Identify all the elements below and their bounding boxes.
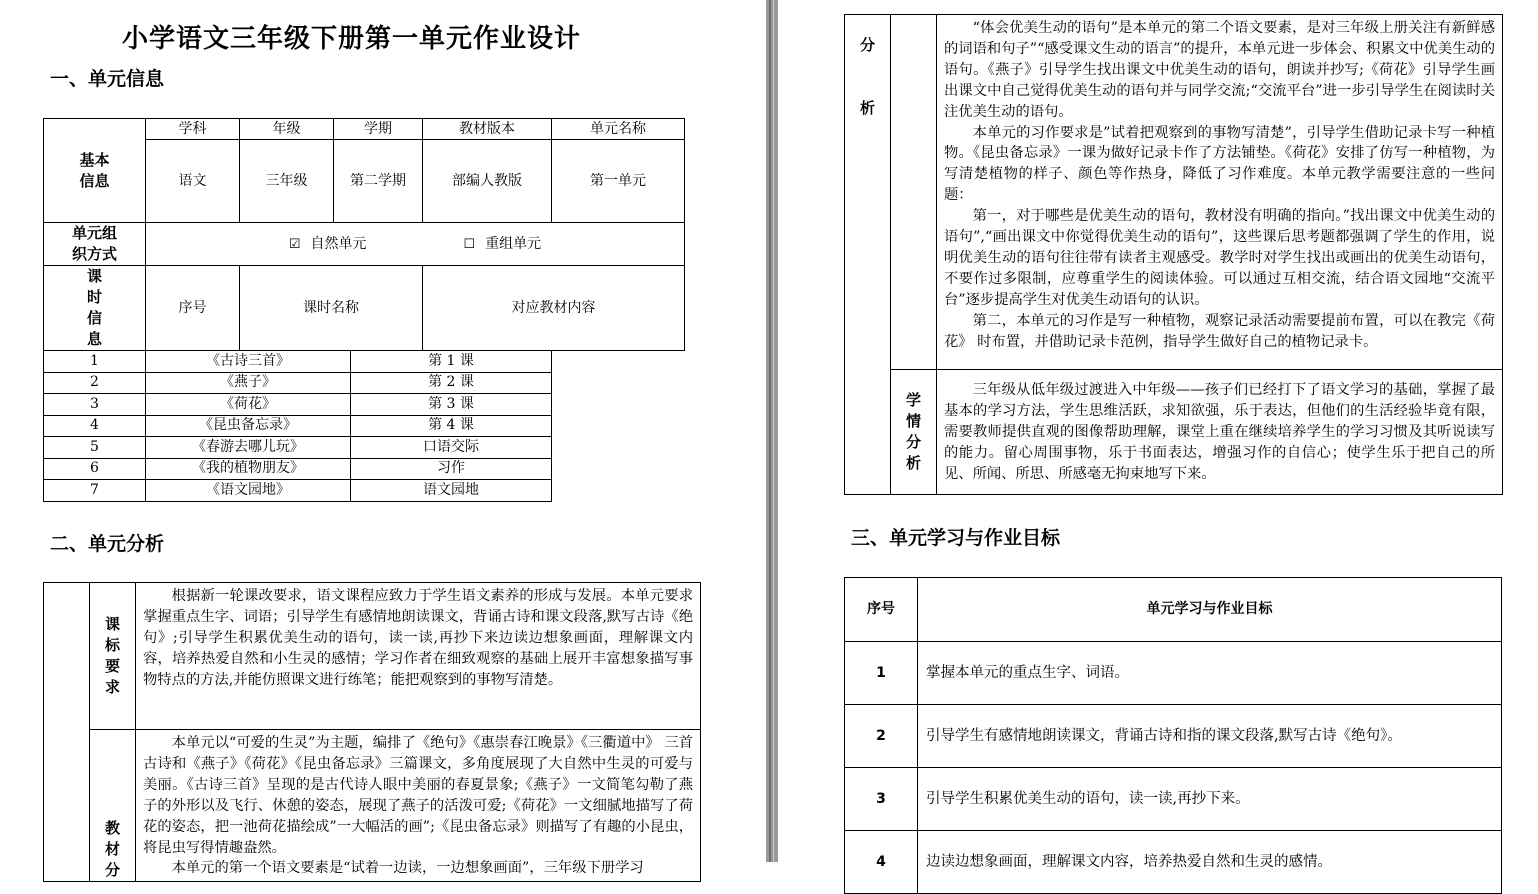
textbook-analysis-continued xyxy=(937,15,1503,370)
value-semester: 第二学期 xyxy=(334,140,423,223)
curriculum-text: 根据新一轮课改要求，语文课程应致力于学生语文素养的形成与发展。本单元要求掌握重点生字、词语；引导学生有感情地朗读课文，背诵古诗和课文段落,默写古诗《绝句》;引导学生积累优美生动的语句，读一读,再抄下来边读边想象画面，理解课文内容，培养热爱自然和小生灵的感情；学习作者在细致观察的基础上展开丰富想象描写事物特点的方法,并能仿照课文进行练笔；能把观察到的事物写清楚。 xyxy=(136,583,701,730)
lesson-row xyxy=(44,351,685,373)
student-analysis-text: 三年级从低年级过渡进入中年级——孩子们已经打下了语文学习的基础，掌握了最基本的学习方法，学生思维活跃，求知欲强，乐于表达，但他们的生活经验毕竟有限，需要教师提供直观的图像帮助理解，课堂上重在继续培养学生的学习习惯及其听说读写的能力。留心周围事物，乐于书面表达，增强习作的自信心；使学生乐于把自己的所见、所闻、所思、所感毫无拘束地写下来。 xyxy=(937,370,1503,495)
goal-no: 2 xyxy=(845,705,918,768)
lesson-content: 第 2 课 xyxy=(351,372,552,394)
lesson-row xyxy=(44,458,685,480)
value-grade: 三年级 xyxy=(240,140,334,223)
textbook-label: 教 材 分 xyxy=(90,730,136,882)
lesson-header-content: 对应教材内容 xyxy=(423,266,685,351)
lesson-row xyxy=(44,480,685,502)
goals-header-title: 单元学习与作业目标 xyxy=(918,578,1502,642)
goal-row xyxy=(845,768,1502,831)
goal-no: 3 xyxy=(845,768,918,831)
goal-text: 边读边想象画面，理解课文内容，培养热爱自然和生灵的感情。 xyxy=(918,831,1502,894)
document-page-left xyxy=(0,0,766,880)
goal-no: 4 xyxy=(845,831,918,894)
header-semester: 学期 xyxy=(334,119,423,140)
analysis-blank-cell xyxy=(44,583,90,882)
section-title-unit-analysis: 二、单元分析 xyxy=(50,533,165,555)
analysis-blank-cell xyxy=(891,15,937,370)
lesson-row xyxy=(44,372,685,394)
value-subject: 语文 xyxy=(146,140,240,223)
curriculum-label: 课 标 要 求 xyxy=(90,583,136,730)
unit-info-table xyxy=(43,118,685,502)
checkbox-natural-unit[interactable] xyxy=(289,236,367,252)
header-unit-name: 单元名称 xyxy=(552,119,685,140)
lesson-content: 语文园地 xyxy=(351,480,552,502)
goal-text: 引导学生有感情地朗读课文，背诵古诗和指的课文段落,默写古诗《绝句》。 xyxy=(918,705,1502,768)
lesson-no: 4 xyxy=(44,415,146,437)
lesson-row xyxy=(44,394,685,416)
header-grade: 年级 xyxy=(240,119,334,140)
value-unit-name: 第一单元 xyxy=(552,140,685,223)
lesson-header-no: 序号 xyxy=(146,266,240,351)
lesson-name: 《古诗三首》 xyxy=(146,351,351,373)
student-analysis-label: 学 情 分 析 xyxy=(891,370,937,495)
lesson-row xyxy=(44,437,685,459)
analysis-paragraph: “体会优美生动的语句”是本单元的第二个语文要素，是对三年级上册关注有新鲜感的词语和句子”“感受课文生动的语言”的提升，本单元进一步体会、积累文中优美生动的语句。《燕子》引导学生找出课文中优美生动的语句，朗读并抄写;《荷花》引导学生画出课文中自己觉得优美生动的语句并与同学交流;“交流平台”进一步引导学生在阅读时关注优美生动的语句。 xyxy=(944,20,1495,120)
lesson-no: 1 xyxy=(44,351,146,373)
lesson-name: 《语文园地》 xyxy=(146,480,351,502)
analysis-paragraph: 第二，本单元的习作是写一种植物，观察记录活动需要提前布置，可以在教完《荷花》 时布置，并借助记录卡范例，指导学生做好自己的植物记录卡。 xyxy=(944,312,1495,350)
lesson-no: 7 xyxy=(44,480,146,502)
goal-row xyxy=(845,705,1502,768)
textbook-text: 本单元以“可爱的生灵”为主题，编排了《绝句》《惠崇春江晚景》《三衢道中》 三首古诗和《燕子》《荷花》《昆虫备忘录》三篇课文，多角度展现了大自然中生灵的可爱与美丽。《古诗三首》呈现的是古代诗人眼中美丽的春夏景象;《燕子》一文简笔勾勒了燕子的外形以及飞行、休憩的姿态，展现了燕子的活泼可爱;《荷花》一文细腻地描写了荷花的姿态，把一池荷花描绘成”一大幅活的画”;《昆虫备忘录》则描写了有趣的小昆虫，将昆虫写得情趣盎然。 本单元的第一个语文要素是“试着一边读，一边想象画面”，三年级下册学习 xyxy=(136,730,701,882)
lesson-name: 《荷花》 xyxy=(146,394,351,416)
lesson-no: 3 xyxy=(44,394,146,416)
basic-info-label: 基本 信息 xyxy=(44,119,146,223)
section-title-unit-info: 一、单元信息 xyxy=(50,68,165,90)
lesson-name: 《昆虫备忘录》 xyxy=(146,415,351,437)
document-page-right xyxy=(778,0,1538,870)
organization-label: 单元组 织方式 xyxy=(44,223,146,266)
value-edition: 部编人教版 xyxy=(423,140,552,223)
lesson-content: 习作 xyxy=(351,458,552,480)
unchecked-box-icon: ☐ xyxy=(463,236,476,252)
lesson-name: 《春游去哪儿玩》 xyxy=(146,437,351,459)
header-subject: 学科 xyxy=(146,119,240,140)
regroup-unit-label: 重组单元 xyxy=(485,235,542,252)
unit-analysis-table xyxy=(43,582,701,882)
lesson-header-name: 课时名称 xyxy=(240,266,423,351)
goal-no: 1 xyxy=(845,642,918,705)
lesson-content: 第 4 课 xyxy=(351,415,552,437)
checkbox-regroup-unit[interactable] xyxy=(463,236,541,252)
checked-box-icon: ☑ xyxy=(288,236,301,252)
goal-text: 引导学生积累优美生动的语句，读一读,再抄下来。 xyxy=(918,768,1502,831)
lesson-info-label: 课 时 信 息 xyxy=(44,266,146,351)
page-gutter xyxy=(766,0,778,862)
goals-header-no: 序号 xyxy=(845,578,918,642)
analysis-label: 分 析 xyxy=(845,15,891,495)
lesson-no: 2 xyxy=(44,372,146,394)
lesson-no: 5 xyxy=(44,437,146,459)
lesson-content: 第 1 课 xyxy=(351,351,552,373)
header-edition: 教材版本 xyxy=(423,119,552,140)
natural-unit-label: 自然单元 xyxy=(310,235,367,252)
goal-row xyxy=(845,642,1502,705)
lesson-row xyxy=(44,415,685,437)
lesson-name: 《燕子》 xyxy=(146,372,351,394)
unit-analysis-continued-table xyxy=(844,14,1503,495)
document-title: 小学语文三年级下册第一单元作业设计 xyxy=(122,24,582,54)
goals-table xyxy=(844,577,1502,894)
lesson-name: 《我的植物朋友》 xyxy=(146,458,351,480)
analysis-paragraph: 第一，对于哪些是优美生动的语句，教材没有明确的指向。”找出课文中优美生动的语句”,“画出课文中你觉得优美生动的语句”，这些课后思考题都强调了学生的作用，说明优美生动的语句往往带有读者主观感受。教学时对学生找出或画出的优美生动语句，不要作过多限制，应尊重学生的阅读体验。可以通过互相交流，结合语文园地“交流平台”逐步提高学生对优美生动语句的认识。 xyxy=(944,208,1495,308)
goal-row xyxy=(845,831,1502,894)
analysis-paragraph: 本单元的习作要求是”试着把观察到的事物写清楚”，引导学生借助记录卡写一种植物。《昆虫备忘录》一课为做好记录卡作了方法铺垫。《荷花》安排了仿写一种植物，为写清楚植物的样子、颜色等作热身，降低了习作难度。本单元教学需要注意的一些问题： xyxy=(944,124,1495,204)
lesson-content: 第 3 课 xyxy=(351,394,552,416)
organization-options xyxy=(146,223,685,266)
goal-text: 掌握本单元的重点生字、词语。 xyxy=(918,642,1502,705)
section-title-goals: 三、单元学习与作业目标 xyxy=(851,527,1061,549)
lesson-no: 6 xyxy=(44,458,146,480)
lesson-content: 口语交际 xyxy=(351,437,552,459)
